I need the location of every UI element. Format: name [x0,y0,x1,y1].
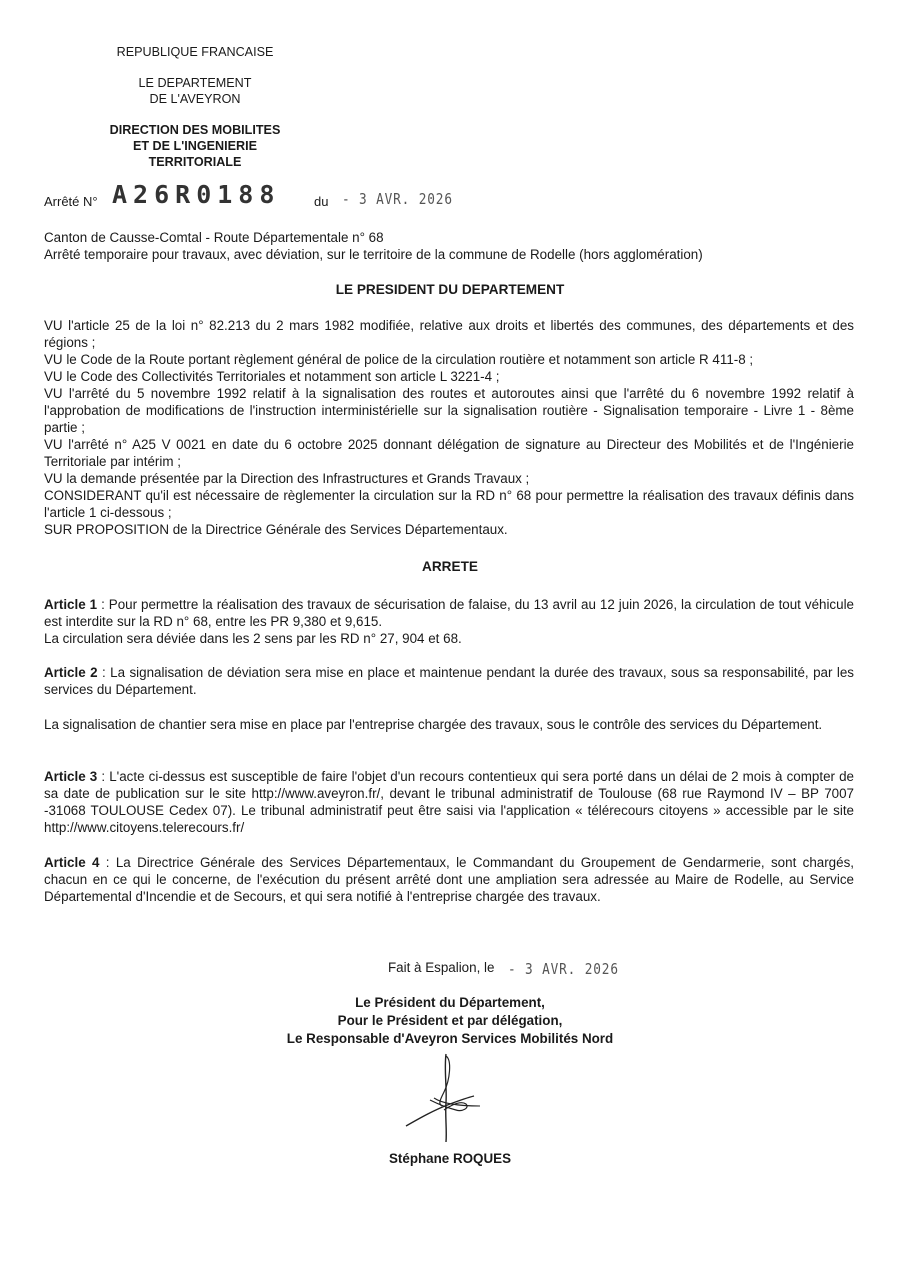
arrete-title: ARRETE [422,559,478,574]
direction-line-2: ET DE L'INGENIERIE TERRITORIALE [132,139,258,169]
president-title: LE PRESIDENT DU DEPARTEMENT [335,282,565,297]
arrete-number-line [44,180,544,220]
article-1 [44,596,854,647]
subject-line-2: Arrêté temporaire pour travaux, avec déviation, sur le territoire de la commune de Rodelle (hors agglomération) [44,247,703,262]
article-3-label: Article 3 [44,769,98,784]
considerations-block [44,317,854,538]
article-1-text: : Pour permettre la réalisation des travaux de sécurisation de falaise, du 13 avril au 12 juin 2026, la circulation de tout véhicule est interdite sur la RD n° 68, entre les PR 9,380 et 9,615. [44,597,855,629]
article-4 [44,854,854,905]
article-3 [44,768,854,836]
consideration-item: SUR PROPOSITION de la Directrice Générale des Services Départementaux. [44,522,508,537]
arrete-date-stamp: - 3 AVR. 2026 [342,190,453,208]
article-2-paragraph-2: La signalisation de chantier sera mise en place par l'entreprise chargée des travaux, sous le contrôle des services du Département. [44,717,823,732]
signatory-line-3: Le Responsable d'Aveyron Services Mobilités Nord [286,1031,614,1046]
consideration-item: VU l'arrêté du 5 novembre 1992 relatif à la signalisation des routes et autoroutes ainsi que l'arrêté du 6 novembre 1992 relatif à l'approbation de modifications de l'instruction interministérielle sur la signalisation routière - Signalisation temporaire - Livre 1 - 8ème partie ; [44,386,854,435]
consideration-item: VU le Code des Collectivités Territoriales et notamment son article L 3221-4 ; [44,369,500,384]
direction-line-1: DIRECTION DES MOBILITES [109,123,281,137]
article-1-label: Article 1 [44,597,98,612]
department-line-2: DE L'AVEYRON [149,92,241,106]
signatory-block [0,994,900,1048]
article-1-text-2: La circulation sera déviée dans les 2 sens par les RD n° 27, 904 et 68. [44,631,462,646]
subject-line-1: Canton de Causse-Comtal - Route Départementale n° 68 [44,230,384,245]
consideration-item: VU l'article 25 de la loi n° 82.213 du 2 mars 1982 modifiée, relative aux droits et libertés des communes, des départements et des régions ; [44,318,854,350]
fait-a-line [388,958,639,976]
consideration-item: VU le Code de la Route portant règlement général de police de la circulation routière et notamment son article R 411-8 ; [44,352,754,367]
department-header [90,75,300,107]
arrete-number: A26R0188 [112,180,281,209]
article-2-text: : La signalisation de déviation sera mise en place et maintenue pendant la durée des travaux, sous sa responsabilité, par les services du Département. [44,665,854,697]
article-4-text: : La Directrice Générale des Services Départementaux, le Commandant du Groupement de Gendarmerie, sont chargés, chacun en ce qui le concerne, de l'exécution du présent arrêté dont une ampliation sera adressée au Maire de Rodelle, au Service Départemental d'Incendie et de Secours, et qui sera notifié à l'entreprise chargée des travaux. [44,855,854,904]
department-line-1: LE DEPARTEMENT [138,76,252,90]
article-2 [44,664,854,698]
consideration-item: VU la demande présentée par la Direction des Infrastructures et Grands Travaux ; [44,471,530,486]
signatory-line-2: Pour le Président et par délégation, [337,1013,563,1028]
consideration-item: VU l'arrêté n° A25 V 0021 en date du 6 octobre 2025 donnant délégation de signature au Directeur des Mobilités et de l'Ingénierie Territoriale par intérim ; [44,437,854,469]
signer-name: Stéphane ROQUES [388,1151,512,1166]
fait-label: Fait à Espalion, le [388,960,495,975]
arrete-du-label: du [314,194,329,209]
handwritten-signature [400,1050,490,1145]
article-3-text: : L'acte ci-dessus est susceptible de faire l'objet d'un recours contentieux qui sera porté dans un délai de 2 mois à compter de sa date de publication sur le site http://www.aveyron.fr/, devant le tribunal administratif de Toulouse (68 rue Raymond IV – BP 7007 -31068 TOULOUSE Cedex 07). Le tribunal administratif peut être saisi via l'application « télérecours citoyens » accessible par le site http://www.citoyens.telerecours.fr/ [44,769,854,835]
direction-header [90,122,300,170]
arrete-subject [44,229,856,263]
republic-header: REPUBLIQUE FRANCAISE [116,45,274,59]
signatory-line-1: Le Président du Département, [355,995,545,1010]
consideration-item: CONSIDERANT qu'il est nécessaire de règlementer la circulation sur la RD n° 68 pour permettre la réalisation des travaux définis dans l'article 1 ci-dessous ; [44,488,854,520]
article-4-label: Article 4 [44,855,100,870]
article-2-label: Article 2 [44,665,98,680]
fait-date-stamp: - 3 AVR. 2026 [508,960,620,978]
arrete-label: Arrêté N° [44,194,98,209]
